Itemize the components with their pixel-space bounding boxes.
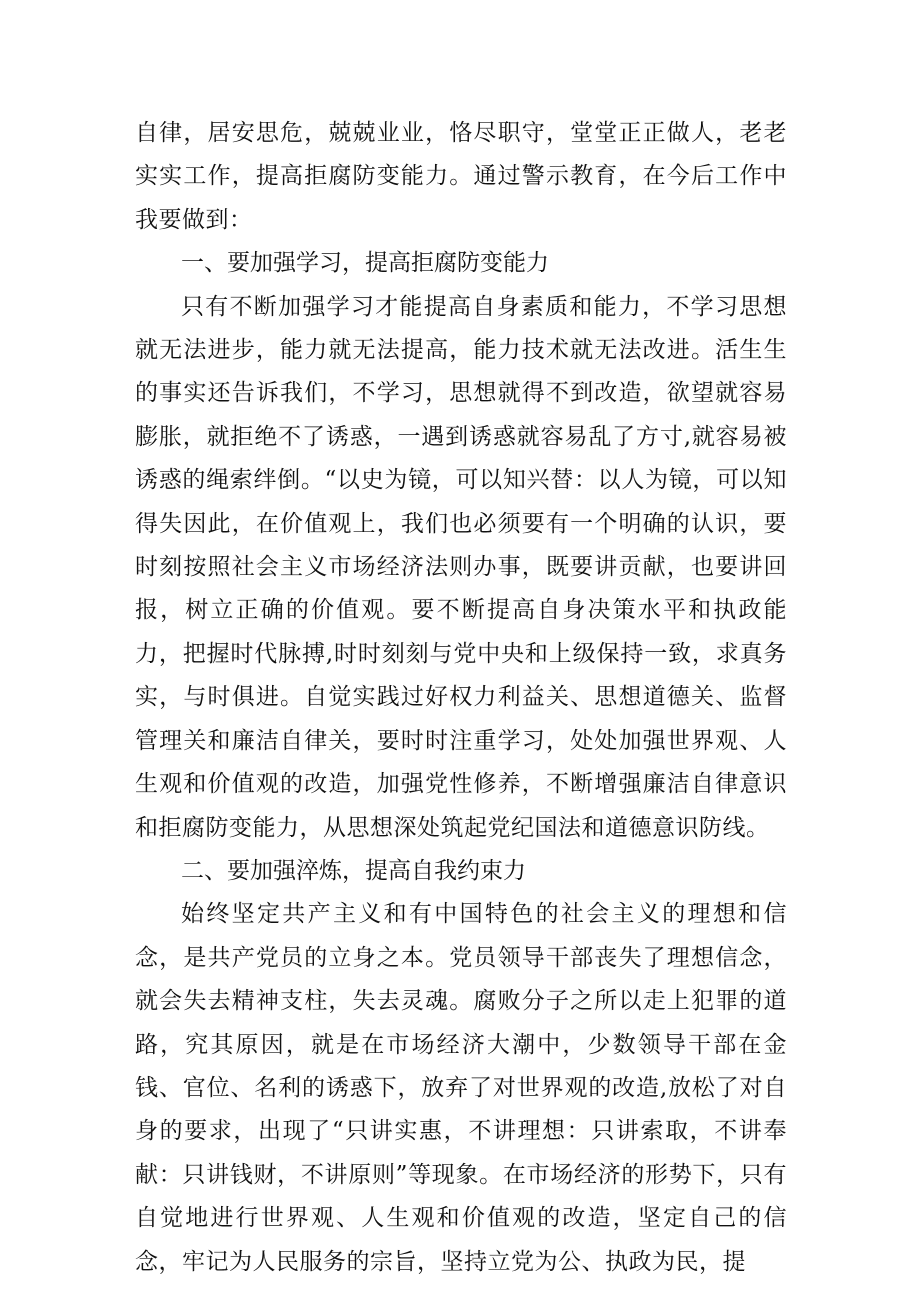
section-1-paragraph: 只有不断加强学习才能提高自身素质和能力，不学习思想就无法进步，能力就无法提高，能力技术就无法改进。活生生的事实还告诉我们，不学习，思想就得不到改造，欲望就容易膨胀，就拒绝不了诱惑，一遇到诱惑就容易乱了方寸,就容易被诱惑的绳索绊倒。“以史为镜，可以知兴替：以人为镜，可以知得失因此，在价值观上，我们也必须要有一个明确的认识，要时刻按照社会主义市场经济法则办事，既要讲贡献，也要讲回报，树立正确的价值观。要不断提高自身决策水平和执政能力，把握时代脉搏,时时刻刻与党中央和上级保持一致，求真务实，与时俱进。自觉实践过好权力利益关、思想道德关、监督管理关和廉洁自律关，要时时注重学习，处处加强世界观、人生观和价值观的改造，加强党性修养，不断增强廉洁自律意识和拒腐防变能力，从思想深处筑起党纪国法和道德意识防线。 [135,293,787,841]
section-1-heading: 一、要加强学习，提高拒腐防变能力 [181,250,549,277]
intro-paragraph: 自律，居安思危，兢兢业业，恪尽职守，堂堂正正做人，老老实实工作，提高拒腐防变能力。通过警示教育，在今后工作中我要做到： [135,120,787,233]
section-2-paragraph: 始终坚定共产主义和有中国特色的社会主义的理想和信念，是共产党员的立身之本。党员领导干部丧失了理想信念，就会失去精神支柱，失去灵魂。腐败分子之所以走上犯罪的道路，究其原因，就是在市场经济大潮中，少数领导干部在金钱、官位、名利的诱惑下，放弃了对世界观的改造,放松了对自身的要求，出现了“只讲实惠，不讲理想：只讲索取，不讲奉献：只讲钱财，不讲原则”等现象。在市场经济的形势下，只有自觉地进行世界观、人生观和价值观的改造，坚定自己的信念，牢记为人民服务的宗旨，坚持立党为公、执政为民，提 [135,901,787,1275]
section-2-heading: 二、要加强淬炼，提高自我约束力 [181,857,526,884]
document-body [135,112,787,1284]
